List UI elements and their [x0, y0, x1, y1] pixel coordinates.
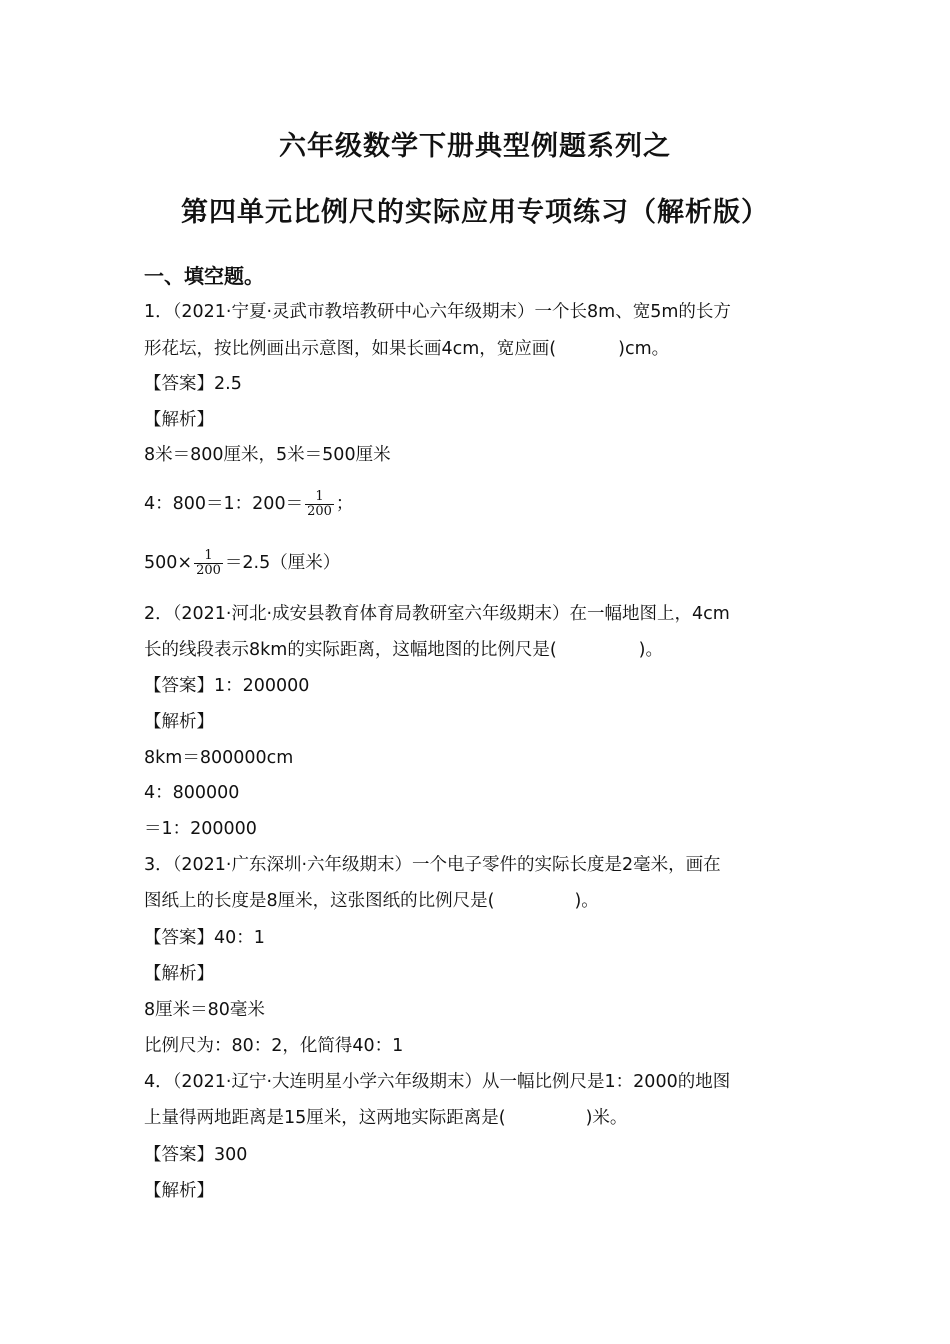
document-title-line1: 六年级数学下册典型例题系列之: [279, 131, 671, 162]
fraction: $\frac{1}{200}$: [196, 547, 221, 578]
question-1-text-line1: 1．（2021·宁夏·灵武市教培教研中心六年级期末）一个长8m、宽5m的长方: [144, 302, 731, 322]
question-2-step-2: 4：800000: [144, 783, 240, 803]
question-3-step-2: 比例尺为：80：2，化简得40：1: [144, 1036, 404, 1056]
question-4-text-line1: 4．（2021·辽宁·大连明星小学六年级期末）从一幅比例尺是1：2000的地图: [144, 1072, 731, 1092]
question-4-text-line2: 上量得两地距离是15厘米，这两地实际距离是( )米。: [144, 1108, 628, 1128]
question-2-text-line2: 长的线段表示8km的实际距离，这幅地图的比例尺是( )。: [144, 640, 663, 660]
question-4-answer: [144, 1143, 247, 1167]
question-2-step-3: ＝1：200000: [144, 819, 257, 839]
answer-value: 2.5: [214, 374, 242, 394]
question-3-step-1: 8厘米＝80毫米: [144, 1000, 265, 1020]
answer-value: 300: [214, 1145, 248, 1165]
question-4-analysis-label: 【解析】: [144, 1181, 214, 1201]
question-1-step-3: 500× $\frac{1}{200}$ ＝2.5（厘米）: [144, 547, 341, 578]
answer-label: 【答案】: [144, 676, 214, 696]
question-3-answer: [144, 926, 265, 950]
question-1-step-2: 4：800＝1：200＝ $\frac{1}{200}$ ；: [144, 488, 354, 519]
section-heading: 一、填空题。: [144, 264, 264, 288]
fraction: $\frac{1}{200}$: [307, 488, 332, 519]
question-2-text-line1: 2．（2021·河北·成安县教育体育局教研室六年级期末）在一幅地图上，4cm: [144, 604, 730, 624]
question-1-text-line2: 形花坛，按比例画出示意图，如果长画4cm，宽应画( )cm。: [144, 339, 670, 359]
question-3-text-line2: 图纸上的长度是8厘米，这张图纸的比例尺是( )。: [144, 891, 599, 911]
question-1-answer: [144, 372, 242, 396]
question-1-analysis-label: 【解析】: [144, 410, 214, 430]
question-3-text-line1: 3．（2021·广东深圳·六年级期末）一个电子零件的实际长度是2毫米，画在: [144, 855, 721, 875]
answer-label: 【答案】: [144, 1145, 214, 1165]
answer-value: 40：1: [214, 928, 265, 948]
question-1-step-1: 8米＝800厘米，5米＝500厘米: [144, 445, 391, 465]
document-title-line2: 第四单元比例尺的实际应用专项练习（解析版）: [181, 197, 769, 228]
question-3-analysis-label: 【解析】: [144, 964, 214, 984]
question-2-answer: [144, 674, 309, 698]
answer-label: 【答案】: [144, 374, 214, 394]
answer-label: 【答案】: [144, 928, 214, 948]
question-2-step-1: 8km＝800000cm: [144, 748, 294, 768]
question-2-analysis-label: 【解析】: [144, 712, 214, 732]
answer-value: 1：200000: [214, 676, 310, 696]
